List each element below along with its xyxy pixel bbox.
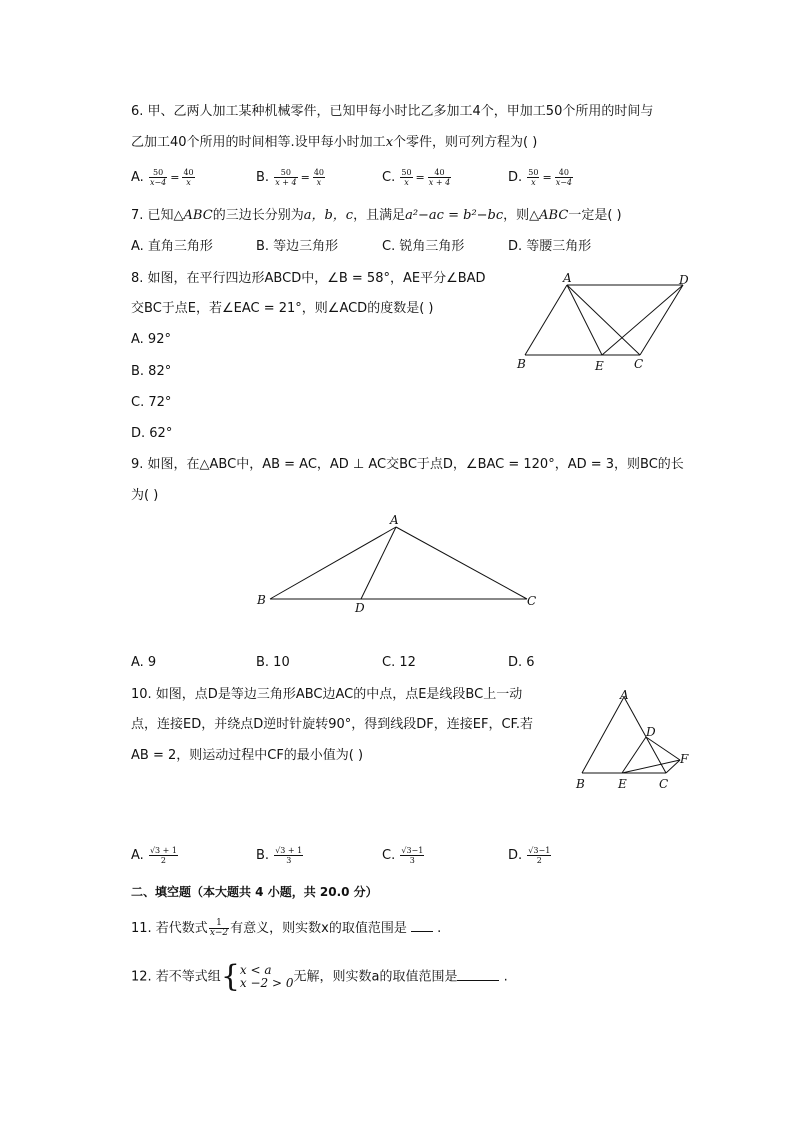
q11-answer-blank[interactable] [411, 931, 433, 932]
q9-option-b[interactable]: B. 10 [256, 655, 290, 670]
q10-option-c[interactable]: C. $\frac{√3-1}{3}$ [382, 846, 424, 865]
q8-parallelogram-figure [510, 268, 700, 378]
q6-line2: 乙加工40个所用的时间相等.设甲每小时加工x个零件，则可列方程为( ) [131, 135, 538, 150]
q10-label-b: B [576, 777, 585, 791]
q7-option-b[interactable]: B. 等边三角形 [256, 239, 339, 254]
q9-segment-ad [361, 527, 396, 599]
q12-answer-blank[interactable] [457, 980, 499, 981]
q9-option-c[interactable]: C. 12 [382, 655, 416, 670]
q8-side-dc [640, 285, 683, 355]
q7-option-d[interactable]: D. 等腰三角形 [508, 239, 592, 254]
q8-label-a: A [563, 271, 572, 285]
q8-side-ab [525, 285, 567, 355]
q6-option-a[interactable]: A. $\frac{50}{x-4}$ = $\frac{40}{x}$ [131, 168, 194, 187]
q8-line1: 8. 如图，在平行四边形ABCD中，∠B = 58°，AE平分∠BAD [131, 271, 486, 286]
q9-label-d: D [355, 601, 365, 615]
q7-option-c[interactable]: C. 锐角三角形 [382, 239, 465, 254]
q9-label-a: A [390, 513, 399, 527]
q6-option-d[interactable]: D. $\frac{50}{x}$ = $\frac{40}{x-4}$ [508, 168, 573, 187]
q10-option-a[interactable]: A. $\frac{√3 + 1}{2}$ [131, 846, 178, 865]
section-heading-fill-in: 二、填空题（本大题共 4 小题，共 20.0 分） [131, 885, 378, 899]
q8-segment-ae [567, 285, 602, 355]
q10-segment-ed [622, 737, 646, 773]
q10-label-e: E [618, 777, 627, 791]
q10-label-a: A [620, 688, 629, 702]
q10-figure [570, 685, 700, 795]
q8-label-c: C [634, 357, 644, 371]
q8-option-c[interactable]: C. 72° [131, 395, 172, 410]
q9-line2: 为( ) [131, 488, 159, 503]
q10-line2: 点，连接ED，并绕点D逆时针旋转90°，得到线段DF，连接EF，CF.若 [131, 717, 534, 732]
q9-side-ab [270, 527, 396, 599]
q7-option-a[interactable]: A. 直角三角形 [131, 239, 213, 254]
q10-label-d: D [646, 725, 656, 739]
q10-segment-ef [622, 760, 680, 773]
q6-line1: 6. 甲、乙两人加工某种机械零件，已知甲每小时比乙多加工4个，甲加工50个所用的时间与 [131, 104, 654, 119]
q9-option-a[interactable]: A. 9 [131, 655, 157, 670]
q9-line1: 9. 如图，在△ABC中，AB = AC，AD ⊥ AC交BC于点D，∠BAC = 120°，AD = 3，则BC的长 [131, 457, 684, 472]
q9-side-ac [396, 527, 527, 599]
q8-label-b: B [517, 357, 526, 371]
q8-line2: 交BC于点E，若∠EAC = 21°，则∠ACD的度数是( ) [131, 301, 434, 316]
q8-segment-ac [567, 285, 640, 355]
q11-stem: 11. 若代数式 $\frac{1}{x-2}$ 有意义，则实数x的取值范围是 . [131, 918, 442, 938]
q9-option-d[interactable]: D. 6 [508, 655, 535, 670]
q9-label-c: C [527, 594, 537, 608]
q10-option-b[interactable]: B. $\frac{√3 + 1}{3}$ [256, 846, 303, 865]
q9-triangle-figure [250, 508, 550, 618]
q10-side-ab [582, 697, 624, 773]
q10-label-f: F [680, 752, 689, 766]
q6-option-c[interactable]: C. $\frac{50}{x}$ = $\frac{40}{x + 4}$ [382, 168, 451, 187]
q8-label-e: E [595, 359, 604, 373]
q6-option-b[interactable]: B. $\frac{50}{x + 4}$ = $\frac{40}{x}$ [256, 168, 324, 187]
q7-stem: 7. 已知△ABC的三边长分别为a，b，c，且满足a²−ac = b²−bc，则△ABC一定是( ) [131, 208, 622, 223]
q8-option-a[interactable]: A. 92° [131, 332, 171, 347]
q10-side-ac [624, 697, 666, 773]
q10-option-d[interactable]: D. $\frac{√3-1}{2}$ [508, 846, 551, 865]
q10-line3: AB = 2，则运动过程中CF的最小值为( ) [131, 748, 364, 763]
q8-segment-ed [602, 285, 683, 355]
q8-option-d[interactable]: D. 62° [131, 426, 173, 441]
q8-label-d: D [679, 273, 689, 287]
q12-stem: 12. 若不等式组{ x < a x −2 > 0 无解，则实数a的取值范围是 . [131, 959, 508, 994]
q9-label-b: B [257, 593, 266, 607]
q8-option-b[interactable]: B. 82° [131, 364, 172, 379]
q10-label-c: C [659, 777, 669, 791]
q10-line1: 10. 如图，点D是等边三角形ABC边AC的中点，点E是线段BC上一动 [131, 687, 523, 702]
q12-brace: { [220, 959, 240, 994]
q10-segment-df [646, 737, 680, 760]
